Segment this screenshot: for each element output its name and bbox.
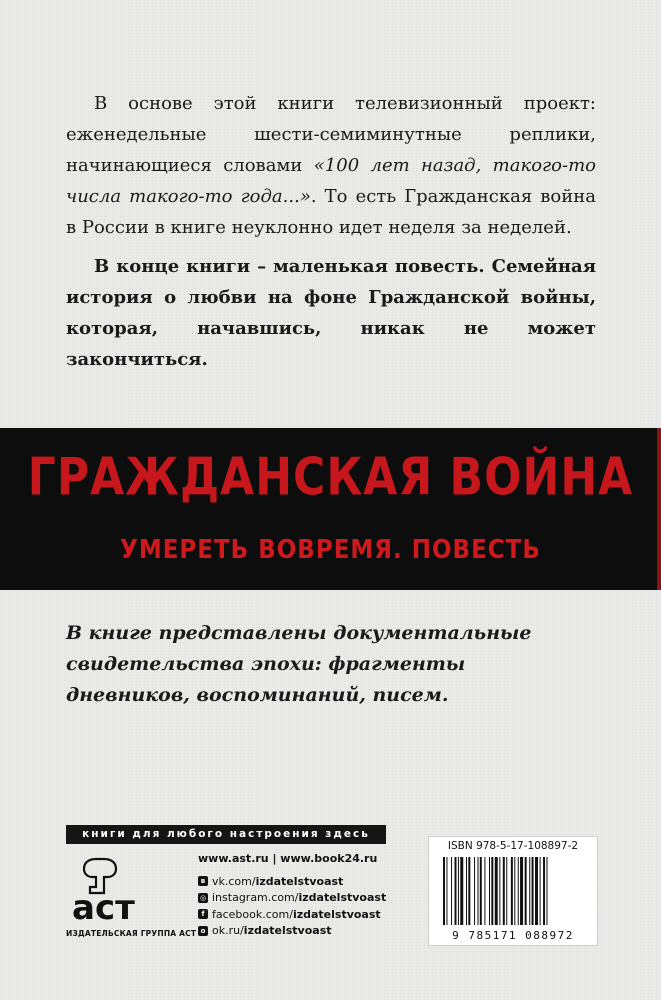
barcode-bar (446, 857, 447, 925)
social-link-vk[interactable]: в vk.com/ izdatelstvoast (198, 873, 418, 890)
barcode-bar (518, 857, 519, 925)
intro-paragraph-2: В конце книги – маленькая повесть. Семейная история о любви на фоне Гражданской войны, которая, начавшись, никак не может закончиться. (66, 256, 596, 370)
barcode-bar (491, 857, 493, 925)
barcode-bar (460, 857, 463, 925)
barcode-bar (499, 857, 500, 925)
book-title: ГРАЖДАНСКАЯ ВОЙНА (27, 447, 634, 508)
barcode-bar (532, 857, 534, 925)
barcode-bar (540, 857, 541, 925)
barcode-bar (455, 857, 457, 925)
publisher-links (198, 852, 418, 939)
barcode-bar (474, 857, 475, 925)
intro-quote: «100 лет назад, такого-то числа такого-то года...» (66, 155, 596, 207)
barcode-bar (443, 857, 445, 925)
facebook-icon: f (198, 909, 208, 919)
isbn-block (428, 836, 598, 946)
intro-text (66, 88, 596, 375)
barcode-bar (547, 857, 548, 925)
barcode-bar (529, 857, 530, 925)
publisher-slogan: книги для любого настроения здесь (66, 825, 386, 844)
barcode-bar (506, 857, 507, 925)
website-links[interactable]: www.ast.ru | www.book24.ru (198, 852, 378, 865)
svg-text:аст: аст (72, 888, 135, 927)
barcode-bar (514, 857, 515, 925)
barcode-bar (543, 857, 545, 925)
barcode-bar (525, 857, 527, 925)
social-link-instagram[interactable]: ◎ instagram.com/ izdatelstvoast (199, 891, 387, 905)
barcode-bar (451, 857, 452, 925)
barcode-bar (535, 857, 538, 925)
barcode-digits: 9 785171 088972 (452, 929, 574, 942)
ok-icon: о (198, 926, 208, 936)
barcode-bar (466, 857, 467, 925)
social-link-facebook[interactable]: f facebook.com/ izdatelstvoast (198, 906, 418, 923)
documents-note: В книге представлены документальные свидетельства эпохи: фрагменты дневников, воспоминаний, писем. (66, 622, 532, 706)
logo-caption: ИЗДАТЕЛЬСКАЯ ГРУППА АСТ (66, 929, 197, 938)
publisher-logo (66, 853, 197, 953)
social-link-ok[interactable]: о ok.ru/ izdatelstvoast (198, 923, 418, 940)
ast-logo-icon (66, 853, 176, 927)
barcode-bar (495, 857, 498, 925)
intro-paragraph-1: В основе этой книги телевизионный проект: еженедельные шести-семиминутные реплики, начинающиеся словами «100 лет назад, такого-то числа такого-то года...». То есть Гражданская война в России в книге неуклонно идет неделя за неделей. (66, 93, 596, 238)
isbn-number: ISBN 978-5-17-108897-2 (447, 840, 579, 852)
barcode-bar (480, 857, 482, 925)
barcode-bar (511, 857, 513, 925)
book-subtitle: УМЕРЕТЬ ВОВРЕМЯ. ПОВЕСТЬ (120, 535, 541, 565)
vk-icon: в (198, 876, 208, 886)
barcode-bar (478, 857, 479, 925)
barcode-bar (520, 857, 523, 925)
barcode-bar (489, 857, 490, 925)
barcode-bar (458, 857, 459, 925)
barcode (441, 857, 585, 927)
barcode-bar (503, 857, 505, 925)
barcode-bar (468, 857, 470, 925)
instagram-icon: ◎ (199, 893, 207, 902)
barcode-bar (484, 857, 485, 925)
